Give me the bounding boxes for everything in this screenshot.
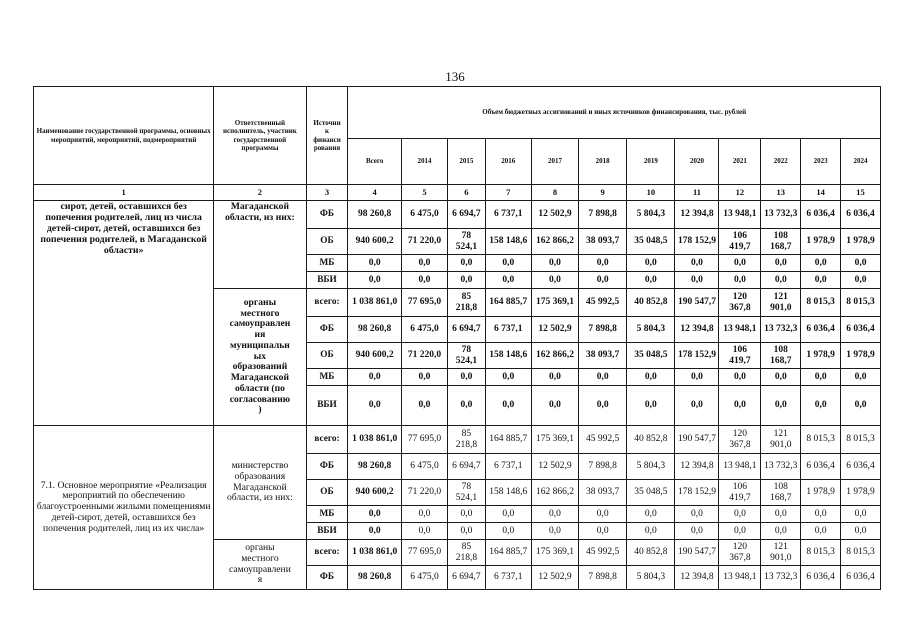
header-year: 2015 [448,139,486,185]
amount-cell: 120 367,8 [719,289,761,317]
amount-cell: 6 036,4 [801,454,841,480]
amount-cell: 158 148,6 [485,343,531,369]
amount-cell: 0,0 [801,369,841,386]
amount-cell: 190 547,7 [675,540,719,566]
amount-cell: 162 866,2 [531,480,578,506]
amount-cell: 8 015,3 [801,540,841,566]
amount-cell: 120 367,8 [719,540,761,566]
amount-cell: 190 547,7 [675,426,719,454]
header-year: Всего [348,139,401,185]
amount-cell: 38 093,7 [579,229,627,255]
amount-cell: 77 695,0 [401,540,447,566]
amount-cell: 0,0 [841,272,881,289]
column-index: 14 [801,185,841,201]
executor-name-line: муниципальн [229,339,290,351]
amount-cell: 0,0 [801,272,841,289]
column-index: 7 [485,185,531,201]
header-year: 2016 [485,139,531,185]
executor-name-line: ия [254,329,266,341]
amount-cell: 0,0 [675,369,719,386]
amount-cell: 5 804,3 [627,454,675,480]
amount-cell: 0,0 [675,506,719,523]
amount-cell: 0,0 [348,272,401,289]
amount-cell: 6 694,7 [448,566,486,590]
amount-cell: 108 168,7 [761,343,801,369]
amount-cell: 0,0 [801,386,841,426]
amount-cell: 35 048,5 [627,343,675,369]
amount-cell: 6 475,0 [401,317,447,343]
column-index: 9 [579,185,627,201]
amount-cell: 78 524,1 [448,229,486,255]
header-volume: Объем бюджетных ассигнований и иных источников финансирования, тыс. рублей [348,87,881,139]
amount-cell: 121 901,0 [761,540,801,566]
amount-cell: 12 502,9 [531,566,578,590]
amount-cell: 6 737,1 [485,317,531,343]
header-year: 2022 [761,139,801,185]
header-year: 2018 [579,139,627,185]
amount-cell: 1 038 861,0 [348,426,401,454]
amount-cell: 1 978,9 [841,480,881,506]
amount-cell: 0,0 [448,523,486,540]
amount-cell: 0,0 [761,272,801,289]
amount-cell: 12 394,8 [675,454,719,480]
executor-name: министерство образования Магаданской области, из них: [214,426,306,540]
executor-name-line: согласованию [229,393,291,405]
amount-cell: 190 547,7 [675,289,719,317]
table-body [34,201,881,590]
amount-cell: 78 524,1 [448,343,486,369]
amount-cell: 0,0 [675,272,719,289]
amount-cell: 0,0 [348,386,401,426]
amount-cell: 40 852,8 [627,289,675,317]
amount-cell: 0,0 [719,272,761,289]
amount-cell: 164 885,7 [485,540,531,566]
amount-cell: 0,0 [531,506,578,523]
amount-cell: 13 732,3 [761,317,801,343]
amount-cell: 0,0 [719,369,761,386]
amount-cell: 158 148,6 [485,480,531,506]
amount-cell: 0,0 [531,386,578,426]
header-year: 2017 [531,139,578,185]
amount-cell: 0,0 [801,255,841,272]
amount-cell: 0,0 [448,369,486,386]
header-year: 2021 [719,139,761,185]
amount-cell: 0,0 [348,255,401,272]
executor-name-line: образований [232,361,288,373]
amount-cell: 106 419,7 [719,480,761,506]
amount-cell: 13 732,3 [761,201,801,229]
amount-cell: 106 419,7 [719,343,761,369]
header-source-line: Источни [313,119,341,128]
amount-cell: 12 502,9 [531,317,578,343]
amount-cell: 13 732,3 [761,454,801,480]
amount-cell: 0,0 [627,506,675,523]
amount-cell: 0,0 [719,386,761,426]
amount-cell: 71 220,0 [401,343,447,369]
executor-name-line: органы [245,542,275,554]
program-name: сирот, детей, оставшихся без попечения родителей, лиц из числа детей-сирот, детей, оставшихся без попечения родителей, в Магаданской области» [34,201,214,426]
amount-cell: 164 885,7 [485,289,531,317]
header-year: 2024 [841,139,881,185]
header-source-line: рования [313,143,341,152]
amount-cell: 8 015,3 [841,426,881,454]
amount-cell: 164 885,7 [485,426,531,454]
amount-cell: 0,0 [401,386,447,426]
funding-source: ВБИ [306,386,348,426]
amount-cell: 38 093,7 [579,480,627,506]
amount-cell: 0,0 [531,369,578,386]
amount-cell: 77 695,0 [401,426,447,454]
amount-cell: 178 152,9 [675,229,719,255]
amount-cell: 0,0 [401,523,447,540]
amount-cell: 0,0 [348,506,401,523]
amount-cell: 12 394,8 [675,317,719,343]
amount-cell: 0,0 [841,523,881,540]
page-number: 136 [445,69,465,84]
amount-cell: 6 036,4 [801,566,841,590]
amount-cell: 45 992,5 [579,540,627,566]
program-name: 7.1. Основное мероприятие «Реализация мероприятий по обеспечению благоустроенными жилыми помещениями детей-сирот, детей, оставшихся без попечения родителей, лиц из их числа» [34,426,214,590]
amount-cell: 0,0 [675,255,719,272]
header-year: 2014 [401,139,447,185]
amount-cell: 98 260,8 [348,566,401,590]
funding-source: ФБ [306,566,348,590]
amount-cell: 85 218,8 [448,426,486,454]
amount-cell: 6 036,4 [801,201,841,229]
amount-cell: 0,0 [531,255,578,272]
funding-source: МБ [306,369,348,386]
amount-cell: 0,0 [485,255,531,272]
executor-name-line: ых [253,350,267,362]
funding-source: ОБ [306,480,348,506]
funding-source: ФБ [306,201,348,229]
amount-cell: 0,0 [841,386,881,426]
amount-cell: 0,0 [719,523,761,540]
amount-cell: 0,0 [675,523,719,540]
amount-cell: 0,0 [401,272,447,289]
column-index: 13 [761,185,801,201]
amount-cell: 7 898,8 [579,317,627,343]
amount-cell: 38 093,7 [579,343,627,369]
amount-cell: 6 036,4 [841,454,881,480]
amount-cell: 0,0 [579,369,627,386]
column-index: 12 [719,185,761,201]
funding-source: ОБ [306,229,348,255]
amount-cell: 8 015,3 [841,289,881,317]
executor-name-line: я [257,574,263,586]
amount-cell: 45 992,5 [579,289,627,317]
amount-cell: 0,0 [485,369,531,386]
amount-cell: 6 694,7 [448,317,486,343]
amount-cell: 6 737,1 [485,566,531,590]
table-row [34,201,881,229]
amount-cell: 940 600,2 [348,343,401,369]
amount-cell: 1 978,9 [801,229,841,255]
amount-cell: 0,0 [401,369,447,386]
amount-cell: 0,0 [801,506,841,523]
amount-cell: 77 695,0 [401,289,447,317]
executor-name [214,540,306,590]
amount-cell: 1 978,9 [801,343,841,369]
amount-cell: 0,0 [761,369,801,386]
amount-cell: 0,0 [579,272,627,289]
amount-cell: 940 600,2 [348,480,401,506]
executor-name [214,289,306,426]
amount-cell: 0,0 [627,272,675,289]
amount-cell: 175 369,1 [531,426,578,454]
executor-name-line: органы [243,296,277,308]
amount-cell: 13 948,1 [719,454,761,480]
column-index: 1 [34,185,214,201]
amount-cell: 0,0 [761,386,801,426]
funding-source: всего: [306,289,348,317]
amount-cell: 0,0 [401,506,447,523]
header-year: 2020 [675,139,719,185]
executor-name-line: самоуправлени [228,563,291,575]
amount-cell: 0,0 [531,523,578,540]
header-year: 2023 [801,139,841,185]
amount-cell: 0,0 [627,255,675,272]
amount-cell: 0,0 [719,506,761,523]
funding-source: ВБИ [306,272,348,289]
header-source [306,87,348,185]
column-index: 3 [306,185,348,201]
amount-cell: 6 036,4 [841,201,881,229]
funding-source: всего: [306,426,348,454]
amount-cell: 85 218,8 [448,540,486,566]
amount-cell: 0,0 [348,369,401,386]
amount-cell: 98 260,8 [348,201,401,229]
amount-cell: 175 369,1 [531,540,578,566]
header-index-row [34,185,881,201]
amount-cell: 6 036,4 [801,317,841,343]
amount-cell: 6 694,7 [448,454,486,480]
executor-name-line: области (по [234,382,285,394]
amount-cell: 940 600,2 [348,229,401,255]
amount-cell: 40 852,8 [627,540,675,566]
amount-cell: 0,0 [627,369,675,386]
funding-source: ОБ [306,343,348,369]
amount-cell: 12 394,8 [675,566,719,590]
amount-cell: 6 475,0 [401,201,447,229]
header-source-line: к [324,127,330,136]
amount-cell: 71 220,0 [401,229,447,255]
amount-cell: 1 038 861,0 [348,540,401,566]
amount-cell: 0,0 [448,255,486,272]
amount-cell: 8 015,3 [801,289,841,317]
amount-cell: 35 048,5 [627,480,675,506]
amount-cell: 13 948,1 [719,201,761,229]
amount-cell: 85 218,8 [448,289,486,317]
amount-cell: 7 898,8 [579,201,627,229]
amount-cell: 45 992,5 [579,426,627,454]
funding-source: МБ [306,506,348,523]
amount-cell: 0,0 [448,272,486,289]
amount-cell: 7 898,8 [579,454,627,480]
amount-cell: 0,0 [627,386,675,426]
amount-cell: 12 502,9 [531,201,578,229]
amount-cell: 0,0 [627,523,675,540]
amount-cell: 6 694,7 [448,201,486,229]
column-index: 8 [531,185,578,201]
column-index: 4 [348,185,401,201]
amount-cell: 0,0 [485,506,531,523]
amount-cell: 13 948,1 [719,566,761,590]
amount-cell: 13 732,3 [761,566,801,590]
amount-cell: 120 367,8 [719,426,761,454]
amount-cell: 0,0 [485,272,531,289]
amount-cell: 158 148,6 [485,229,531,255]
amount-cell: 0,0 [801,523,841,540]
amount-cell: 5 804,3 [627,201,675,229]
amount-cell: 0,0 [761,506,801,523]
header-program: Наименование государственной программы, основных мероприятий, мероприятий, подмероприятий [34,87,214,185]
amount-cell: 98 260,8 [348,317,401,343]
amount-cell: 0,0 [675,386,719,426]
amount-cell: 0,0 [401,255,447,272]
amount-cell: 121 901,0 [761,426,801,454]
amount-cell: 0,0 [761,255,801,272]
column-index: 2 [214,185,306,201]
column-index: 15 [841,185,881,201]
amount-cell: 40 852,8 [627,426,675,454]
table-row [34,426,881,454]
executor-name-line: Магаданской [230,372,289,384]
executor-name-line: местного [241,552,279,564]
amount-cell: 71 220,0 [401,480,447,506]
amount-cell: 108 168,7 [761,480,801,506]
amount-cell: 6 036,4 [841,317,881,343]
budget-table-sheet [33,86,881,590]
amount-cell: 0,0 [531,272,578,289]
funding-source: ВБИ [306,523,348,540]
executor-name-line: ) [258,404,262,416]
amount-cell: 1 038 861,0 [348,289,401,317]
amount-cell: 0,0 [579,523,627,540]
amount-cell: 175 369,1 [531,289,578,317]
amount-cell: 121 901,0 [761,289,801,317]
amount-cell: 6 036,4 [841,566,881,590]
header-year: 2019 [627,139,675,185]
funding-source: ФБ [306,317,348,343]
amount-cell: 7 898,8 [579,566,627,590]
column-index: 11 [675,185,719,201]
funding-source: всего: [306,540,348,566]
header-executor: Ответственный исполнитель, участник государственной программы [214,87,306,185]
amount-cell: 8 015,3 [841,540,881,566]
amount-cell: 13 948,1 [719,317,761,343]
amount-cell: 12 502,9 [531,454,578,480]
amount-cell: 6 737,1 [485,454,531,480]
amount-cell: 98 260,8 [348,454,401,480]
amount-cell: 0,0 [448,506,486,523]
amount-cell: 0,0 [579,255,627,272]
amount-cell: 6 475,0 [401,454,447,480]
amount-cell: 0,0 [841,369,881,386]
amount-cell: 0,0 [579,506,627,523]
amount-cell: 178 152,9 [675,480,719,506]
amount-cell: 35 048,5 [627,229,675,255]
amount-cell: 162 866,2 [531,229,578,255]
amount-cell: 5 804,3 [627,566,675,590]
amount-cell: 78 524,1 [448,480,486,506]
table-header [34,87,881,201]
funding-source: ФБ [306,454,348,480]
amount-cell: 0,0 [348,523,401,540]
amount-cell: 0,0 [841,255,881,272]
amount-cell: 8 015,3 [801,426,841,454]
amount-cell: 0,0 [719,255,761,272]
executor-name-line: местного [240,307,280,319]
column-index: 10 [627,185,675,201]
funding-source: МБ [306,255,348,272]
amount-cell: 6 737,1 [485,201,531,229]
amount-cell: 1 978,9 [841,343,881,369]
amount-cell: 162 866,2 [531,343,578,369]
amount-cell: 0,0 [485,386,531,426]
amount-cell: 0,0 [485,523,531,540]
amount-cell: 6 475,0 [401,566,447,590]
amount-cell: 1 978,9 [841,229,881,255]
executor-name-line: самоуправлен [229,318,291,330]
amount-cell: 178 152,9 [675,343,719,369]
column-index: 6 [448,185,486,201]
column-index: 5 [401,185,447,201]
amount-cell: 0,0 [579,386,627,426]
amount-cell: 5 804,3 [627,317,675,343]
amount-cell: 1 978,9 [801,480,841,506]
amount-cell: 108 168,7 [761,229,801,255]
amount-cell: 0,0 [841,506,881,523]
amount-cell: 0,0 [448,386,486,426]
executor-name: Магаданской области, из них: [214,201,306,289]
amount-cell: 106 419,7 [719,229,761,255]
amount-cell: 12 394,8 [675,201,719,229]
amount-cell: 0,0 [761,523,801,540]
budget-table [33,86,881,590]
header-source-line: финанси [313,135,341,144]
